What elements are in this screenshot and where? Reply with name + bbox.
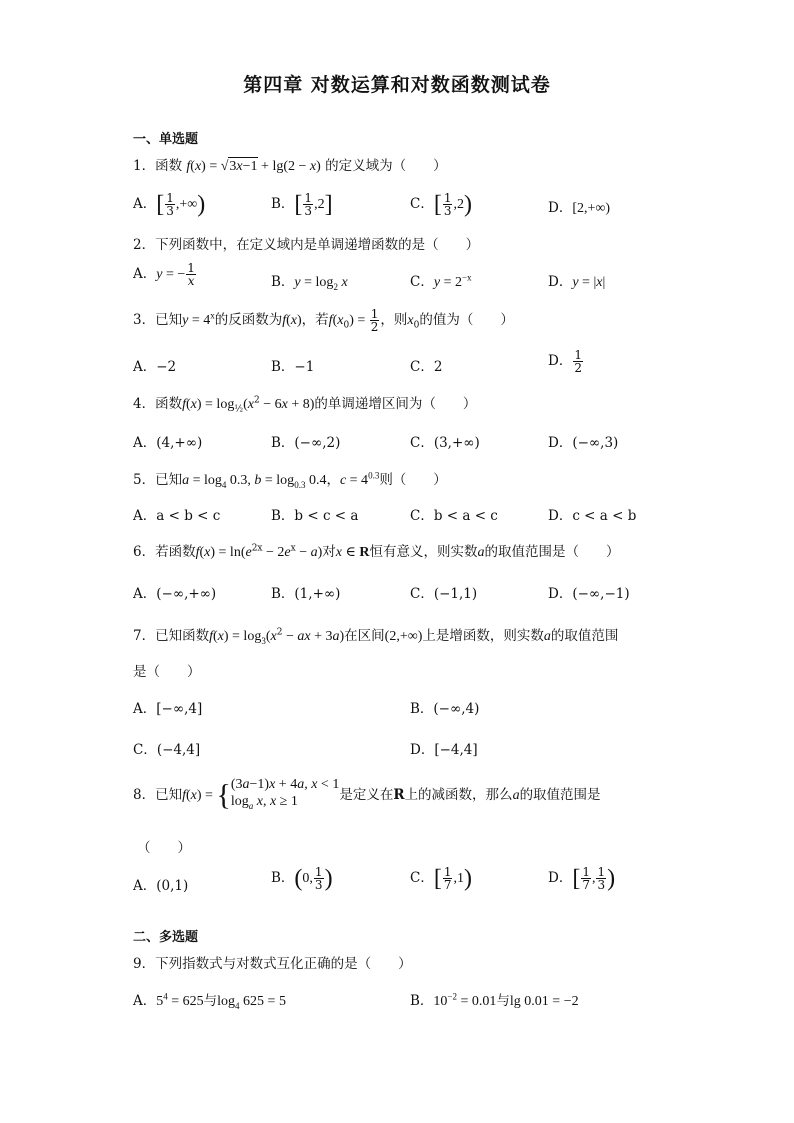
q5-option-a: A．a < b < c <box>133 508 221 524</box>
question-8-line2: （ ） <box>137 840 191 856</box>
q4-option-a: A．(4,+∞) <box>133 435 203 451</box>
q7-option-a: A．[−∞,4] <box>133 701 203 717</box>
question-2: 2．下列函数中，在定义域内是单调递增函数的是（ ） <box>133 237 480 253</box>
q1-option-a: A．[ $\frac{1}{3}$ ,+∞) <box>133 191 206 218</box>
question-7-line2: 是（ ） <box>133 664 201 680</box>
q6-option-c: C．(−1,1) <box>410 586 478 602</box>
question-3: 3．已知$y = 4^x$的反函数为f(x)，若$f(x_0)$ = $\frac{1}{2}$ ，则$x_0$的值为（ ） <box>133 307 514 334</box>
q8-option-b: B．(0, $\frac{1}{3}$ ) <box>271 865 333 892</box>
q2-option-c: C．$y = 2^{-x}$ <box>410 272 472 290</box>
question-5: 5．已知$a = \log_4 0.3$, $b = \log_{0.3} 0.4$，$c = 4^{0.3}$则（ ） <box>133 470 447 490</box>
question-8: 8．已知f(x) = {(3a−1)x + 4a, x < 1 $\log_a x$, x ≥ 1 是定义在R上的减函数，那么a的取值范围是 <box>133 777 601 812</box>
q6-option-a: A．(−∞,+∞) <box>133 586 217 602</box>
question-7: 7．已知函数$f(x) = \log_3(x^2$ − ax + 3a)在区间(2,+∞)上是增函数，则实数a的取值范围 <box>133 627 619 646</box>
q5-option-b: B．b < c < a <box>271 508 359 524</box>
q1-option-b: B．[ $\frac{1}{3}$ ,2] <box>271 191 333 218</box>
q4-option-b: B．(−∞,2) <box>271 435 341 451</box>
q3-option-d: D． $\frac{1}{2}$ <box>548 348 582 375</box>
question-6: 6．若函数$f(x) = \ln(e^{2x} - 2e^x - a)$对x ∈ R恒有意义，则实数a的取值范围是（ ） <box>133 543 620 560</box>
section-heading-multi: 二、多选题 <box>133 930 199 945</box>
q7-option-d: D．[−4,4] <box>410 742 478 758</box>
q9-option-a: A．$5^4 = 625$与$\log_4 625 = 5$ <box>133 991 286 1011</box>
section-heading-single: 一、单选题 <box>133 132 199 147</box>
q2-option-b: B．$y = \log_2 x$ <box>271 274 348 292</box>
question-4: 4．函数$f(x) = \log_{\frac{1}{2}}(x^2 - 6x + 8)$的单调递增区间为（ ） <box>133 395 477 415</box>
q6-option-d: D．(−∞,−1) <box>548 586 630 602</box>
q3-option-a: A．−2 <box>133 359 177 375</box>
q7-option-b: B．(−∞,4) <box>410 701 480 717</box>
question-1: 1．函数 f(x) = √3x−1 + lg(2 − x) 的定义域为（ ） <box>133 158 447 174</box>
q1-option-c: C．[ $\frac{1}{3}$ ,2) <box>410 191 472 218</box>
q5-option-c: C．b < a < c <box>410 508 498 524</box>
q2-option-a: A．y = − $\frac{1}{x}$ <box>133 261 195 288</box>
q5-option-d: D．c < a < b <box>548 508 637 524</box>
q6-option-b: B．(1,+∞) <box>271 586 341 602</box>
q8-option-c: C．[ $\frac{1}{7}$ ,1) <box>410 865 472 892</box>
q4-option-c: C．(3,+∞) <box>410 435 480 451</box>
q3-option-c: C．2 <box>410 359 443 375</box>
q8-option-d: D．[ $\frac{1}{7}$ , $\frac{1}{3}$ ) <box>548 865 616 892</box>
page-title: 第四章 对数运算和对数函数测试卷 <box>243 74 551 96</box>
q7-option-c: C．(−4,4] <box>133 742 201 758</box>
q8-option-a: A．(0,1) <box>133 878 189 894</box>
q2-option-d: D．y = |x| <box>548 274 606 290</box>
q1-option-d: D．[2,+∞) <box>548 200 611 216</box>
question-9: 9．下列指数式与对数式互化正确的是（ ） <box>133 956 412 972</box>
q4-option-d: D．(−∞,3) <box>548 435 619 451</box>
q3-option-b: B．−1 <box>271 359 315 375</box>
q9-option-b: B．$10^{-2} = 0.01$与lg 0.01 = −2 <box>410 991 579 1009</box>
